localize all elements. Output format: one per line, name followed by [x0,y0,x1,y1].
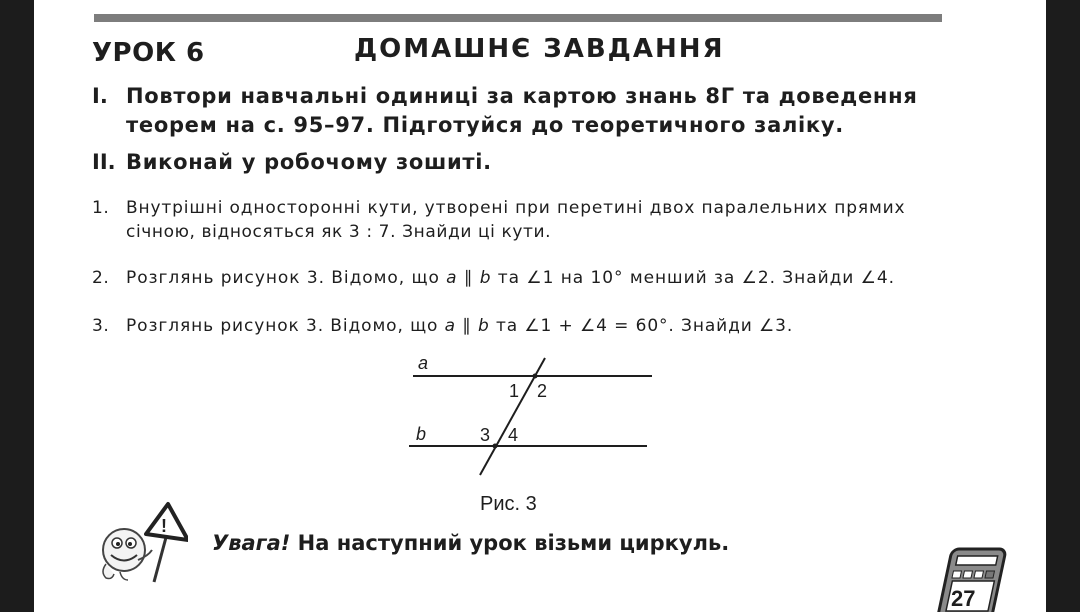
note-text: На наступний урок візьми циркуль. [290,531,730,555]
section-2 [92,148,972,177]
figure-3-parallel-lines [394,350,714,480]
task-text: та ∠1 + ∠4 = 60°. Знайди ∠3. [489,316,794,336]
angle-2-label: 2 [537,381,548,401]
line-a-label: a [418,353,429,373]
task-text-line [92,314,992,338]
page-number: 27 [951,586,976,611]
section-text-line: теорем на с. 95–97. Підготуйся до теоретичного заліку. [126,113,844,137]
line-b-label: b [416,424,427,444]
task-text-line: Внутрішні односторонні кути, утворені при перетині двох паралельних прямих [126,198,906,218]
task-number: 2. [92,268,110,288]
angle-4-label: 4 [508,425,519,445]
task-text-line: січною, відносяться як 3 : 7. Знайди ці кути. [126,222,552,242]
attention-note [212,531,729,555]
textbook-page [34,0,1046,612]
section-1 [92,82,972,140]
line-name: a [444,316,456,336]
line-name: b [479,268,492,288]
task-text: Розглянь рисунок 3. Відомо, що [126,268,447,288]
task-number: 1. [92,198,110,218]
task-2 [92,266,992,290]
parallel-sign: ∥ [455,316,478,336]
task-1 [92,196,992,244]
svg-text:!: ! [161,516,167,536]
attention-label: Увага! [212,531,291,555]
page-title: ДОМАШНЄ ЗАВДАННЯ [354,34,725,64]
task-text-line [92,266,992,290]
angle-3-label: 3 [480,425,491,445]
section-text-line: Виконай у робочому зошиті. [126,150,492,174]
task-text: Розглянь рисунок 3. Відомо, що [126,316,445,336]
section-number: II. [92,150,116,174]
line-name: b [477,316,490,336]
task-3 [92,314,992,338]
intersection-point [493,444,498,449]
task-number: 3. [92,316,110,336]
intersection-point [533,374,538,379]
figure-caption: Рис. 3 [480,493,537,515]
task-text: та ∠1 на 10° менший за ∠2. Знайди ∠4. [491,268,895,288]
section-text-line: Повтори навчальні одиниці за картою знань 8Г та доведення [126,84,918,108]
line-name: a [446,268,458,288]
lesson-label: УРОК 6 [92,38,205,68]
warning-mascot-icon [98,500,188,584]
right-margin-dark [1046,0,1080,612]
section-number: I. [92,84,108,108]
parallel-sign: ∥ [457,268,480,288]
left-margin-dark [0,0,34,612]
angle-1-label: 1 [509,381,520,401]
top-rule [94,14,942,22]
